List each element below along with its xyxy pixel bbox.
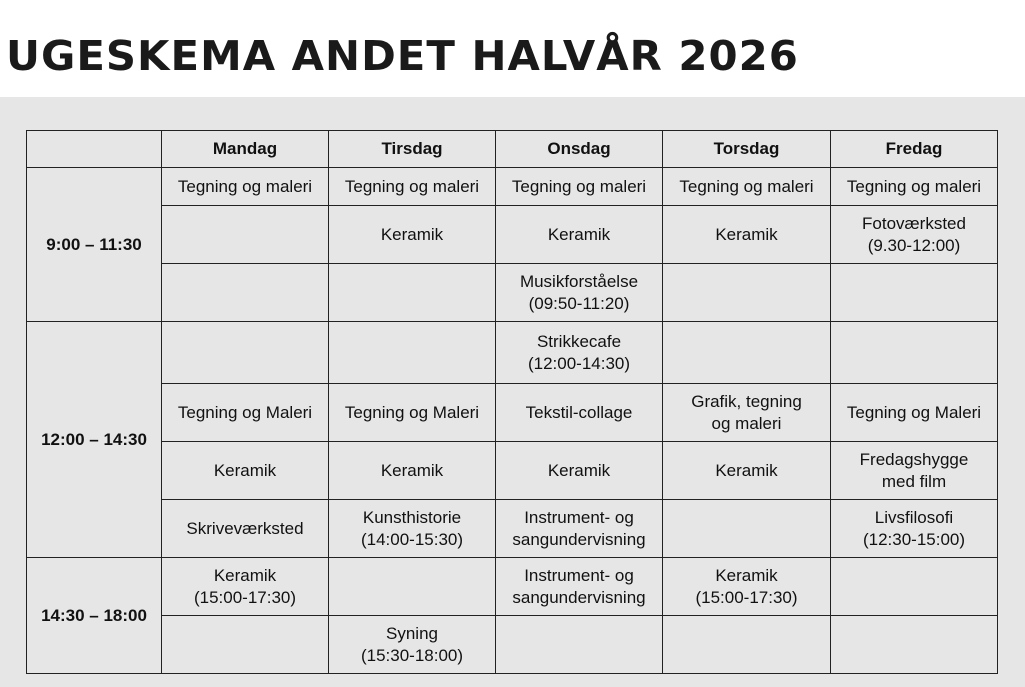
activity-text: Fotoværksted (9.30-12:00) xyxy=(862,213,966,255)
schedule-cell xyxy=(162,442,329,500)
activity-text: Keramik xyxy=(715,224,778,244)
activity-text: Tegning og Maleri xyxy=(177,402,313,422)
table-row xyxy=(27,168,998,206)
schedule-cell xyxy=(329,206,496,264)
schedule-cell xyxy=(496,442,663,500)
activity-text: Instrument- og sangundervisning xyxy=(512,565,646,607)
schedule-cell xyxy=(496,500,663,558)
schedule-cell xyxy=(663,384,831,442)
activity-text: Musikforståelse (09:50-11:20) xyxy=(519,271,639,313)
schedule-cell xyxy=(831,616,998,674)
activity-text: Keramik (15:00-17:30) xyxy=(695,565,798,607)
schedule-cell xyxy=(496,264,663,322)
schedule-cell xyxy=(831,206,998,264)
schedule-cell xyxy=(663,442,831,500)
activity-text: Tegning og maleri xyxy=(679,176,814,196)
schedule-cell xyxy=(329,322,496,384)
table-row xyxy=(27,384,998,442)
activity-text: Tekstil-collage xyxy=(525,402,633,422)
activity-text: Tegning og maleri xyxy=(177,176,313,196)
schedule-cell xyxy=(329,558,496,616)
schedule-cell xyxy=(162,264,329,322)
day-header-mandag: Mandag xyxy=(162,131,329,168)
schedule-cell xyxy=(831,442,998,500)
schedule-cell xyxy=(831,264,998,322)
schedule-cell xyxy=(663,264,831,322)
schedule-cell xyxy=(831,168,998,206)
activity-text: Keramik xyxy=(380,224,444,244)
schedule-cell xyxy=(663,206,831,264)
schedule-cell xyxy=(663,616,831,674)
activity-text: Skriveværksted xyxy=(186,518,304,538)
schedule-cell xyxy=(663,558,831,616)
corner-cell xyxy=(27,131,162,168)
activity-text: Tegning og maleri xyxy=(344,176,480,196)
day-header-torsdag: Torsdag xyxy=(663,131,831,168)
schedule-cell xyxy=(162,616,329,674)
activity-text: Syning (15:30-18:00) xyxy=(360,623,464,665)
time-slot-label: 9:00 – 11:30 xyxy=(27,168,162,322)
time-slot-label: 14:30 – 18:00 xyxy=(27,558,162,674)
schedule-cell xyxy=(162,168,329,206)
schedule-cell xyxy=(162,206,329,264)
activity-text: Keramik xyxy=(547,224,611,244)
schedule-cell xyxy=(831,384,998,442)
table-row xyxy=(27,322,998,384)
schedule-cell xyxy=(496,322,663,384)
schedule-cell xyxy=(162,558,329,616)
activity-text: Livsfilosofi (12:30-15:00) xyxy=(862,507,966,549)
schedule-cell xyxy=(329,384,496,442)
activity-text: Tegning og maleri xyxy=(846,176,982,196)
day-header-tirsdag: Tirsdag xyxy=(329,131,496,168)
table-row xyxy=(27,558,998,616)
schedule-cell xyxy=(162,500,329,558)
activity-text: Tegning og Maleri xyxy=(344,402,480,422)
schedule-cell xyxy=(663,168,831,206)
activity-text: Keramik xyxy=(547,460,611,480)
page-title: UGESKEMA ANDET HALVÅR 2026 xyxy=(6,32,799,80)
day-header-onsdag: Onsdag xyxy=(496,131,663,168)
schedule-cell xyxy=(831,322,998,384)
time-slot-label: 12:00 – 14:30 xyxy=(27,322,162,558)
activity-text: Keramik xyxy=(380,460,444,480)
activity-text: Keramik xyxy=(213,460,277,480)
schedule-cell xyxy=(831,558,998,616)
activity-text: Kunsthistorie (14:00-15:30) xyxy=(360,507,464,549)
schedule-cell xyxy=(496,384,663,442)
header-row xyxy=(27,131,998,168)
schedule-cell xyxy=(663,500,831,558)
activity-text: Fredagshygge med film xyxy=(859,449,969,491)
schedule-cell xyxy=(329,442,496,500)
schedule-cell xyxy=(496,616,663,674)
activity-text: Keramik (15:00-17:30) xyxy=(193,565,297,607)
table-row xyxy=(27,442,998,500)
schedule-cell xyxy=(162,384,329,442)
activity-text: Strikkecafe (12:00-14:30) xyxy=(527,331,631,373)
title-band xyxy=(0,0,1025,97)
schedule-cell xyxy=(329,264,496,322)
schedule-cell xyxy=(496,558,663,616)
activity-text: Tegning og Maleri xyxy=(846,402,982,422)
schedule-cell xyxy=(329,616,496,674)
schedule-cell xyxy=(496,168,663,206)
schedule-cell xyxy=(496,206,663,264)
activity-text: Grafik, tegning og maleri xyxy=(691,391,802,433)
table-row xyxy=(27,206,998,264)
schedule-body xyxy=(27,168,998,674)
schedule-cell xyxy=(831,500,998,558)
activity-text: Instrument- og sangundervisning xyxy=(512,507,646,549)
table-row xyxy=(27,264,998,322)
activity-text: Tegning og maleri xyxy=(511,176,647,196)
schedule-cell xyxy=(162,322,329,384)
schedule-table xyxy=(26,130,998,674)
schedule-cell xyxy=(663,322,831,384)
schedule-cell xyxy=(329,500,496,558)
table-row xyxy=(27,500,998,558)
schedule-cell xyxy=(329,168,496,206)
activity-text: Keramik xyxy=(715,460,778,480)
table-row xyxy=(27,616,998,674)
day-header-fredag: Fredag xyxy=(831,131,998,168)
